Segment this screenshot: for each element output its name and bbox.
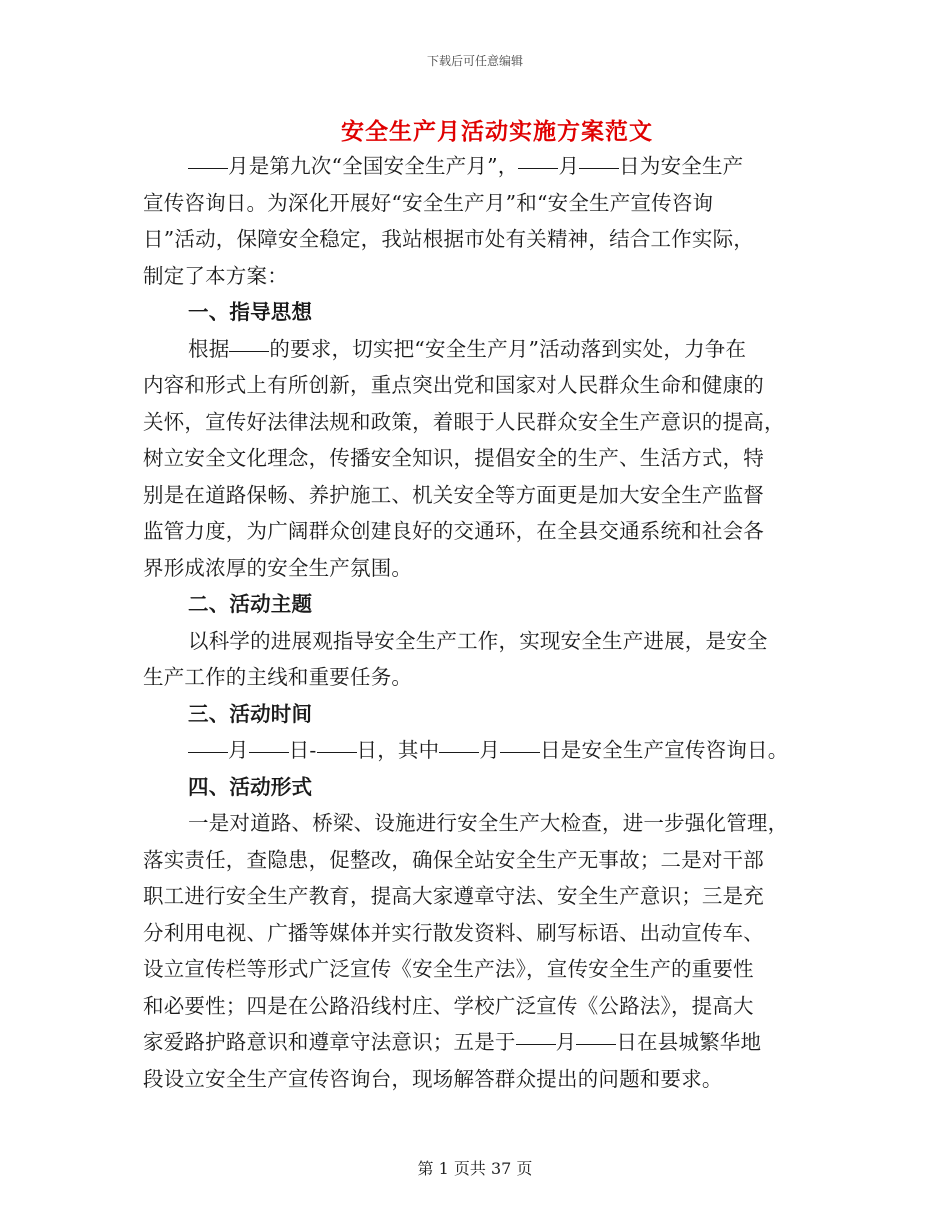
fill-blank	[188, 167, 228, 169]
fill-blank	[317, 751, 357, 753]
paragraph-line	[143, 732, 823, 769]
paragraph-line: 分利用电视、广播等媒体并实行散发资料、刷写标语、出动宣传车、	[143, 920, 764, 945]
paragraph-line: 监管力度，为广阔群众创建良好的交通环，在全县交通系统和社会各	[143, 519, 764, 543]
fill-blank	[188, 751, 228, 753]
paragraph-line: 关怀，宣传好法律法规和政策，着眼于人民群众安全生产意识的提高，	[143, 409, 785, 434]
paragraph-line	[143, 331, 823, 368]
paragraph-line: 内容和形式上有所创新，重点突出党和国家对人民群众生命和健康的	[143, 373, 764, 397]
document-title: 安全生产月活动实施方案范文	[341, 118, 653, 145]
paragraph-line: 落实责任，查隐患，促整改，确保全站安全生产无事故；二是对干部	[143, 847, 764, 872]
fill-blank	[500, 751, 540, 753]
fill-blank	[579, 167, 619, 169]
text-run: 的要求，切实把“安全生产月”活动落到实处，力争在	[269, 336, 747, 361]
text-run: 根据	[188, 336, 230, 361]
text-run: 家爱路护路意识和遵章守法意识；五是于	[143, 1030, 516, 1054]
section-heading: 四、活动形式	[188, 774, 313, 799]
text-run: 日是安全生产宣传咨询日。	[540, 738, 789, 762]
fill-blank	[576, 1043, 616, 1045]
section-heading: 三、活动时间	[188, 701, 313, 726]
text-run: 月	[479, 738, 501, 762]
text-run: 日在县城繁华地	[616, 1030, 762, 1054]
paragraph-line: 和必要性；四是在公路沿线村庄、学校广泛宣传《公路法》，提高大	[143, 993, 754, 1018]
document-body	[143, 148, 823, 1097]
text-run: 月	[555, 1030, 577, 1054]
paragraph-line: 界形成浓厚的安全生产氛围。	[143, 555, 413, 580]
fill-blank	[229, 350, 269, 352]
text-run: 月是第九次“全国安全生产月”，	[228, 154, 519, 178]
text-run: 日-	[288, 738, 317, 762]
section-heading: 二、活动主题	[188, 592, 313, 616]
text-run: 月	[558, 154, 580, 178]
section-heading: 一、指导思想	[188, 300, 313, 324]
paragraph-line	[143, 1024, 823, 1061]
paragraph-line: 制定了本方案：	[143, 263, 288, 288]
fill-blank	[518, 167, 558, 169]
paragraph-line	[143, 148, 823, 185]
fill-blank	[249, 751, 289, 753]
paragraph-line: 设立宣传栏等形式广泛宣传《安全生产法》，宣传安全生产的重要性	[143, 957, 754, 981]
paragraph-line: 段设立安全生产宣传咨询台，现场解答群众提出的问题和要求。	[143, 1066, 723, 1091]
page-number: 第 1 页共 37 页	[417, 1159, 533, 1178]
text-run: 月	[228, 738, 249, 762]
paragraph-line: 以科学的进展观指导安全生产工作，实现安全生产进展，是安全	[188, 628, 768, 653]
paragraph-line: 生产工作的主线和重要任务。	[143, 665, 413, 689]
fill-blank	[516, 1043, 556, 1045]
paragraph-line: 职工进行安全生产教育，提高大家遵章守法、安全生产意识；三是充	[143, 884, 764, 908]
fill-blank	[439, 751, 479, 753]
paragraph-line: 别是在道路保畅、养护施工、机关安全等方面更是加大安全生产监督	[143, 482, 764, 507]
paragraph-line: 一是对道路、桥梁、设施进行安全生产大检查，进一步强化管理，	[188, 811, 789, 835]
paragraph-line: 宣传咨询日。为深化开展好“安全生产月”和“安全生产宣传咨询	[143, 190, 714, 215]
header-note: 下载后可任意编辑	[426, 54, 523, 68]
text-run: 日，其中	[356, 738, 440, 762]
paragraph-line: 树立安全文化理念，传播安全知识，提倡安全的生产、生活方式，特	[143, 446, 764, 470]
paragraph-line: 日”活动，保障安全稳定，我站根据市处有关精神，结合工作实际，	[143, 227, 754, 251]
text-run: 日为安全生产	[619, 154, 744, 178]
